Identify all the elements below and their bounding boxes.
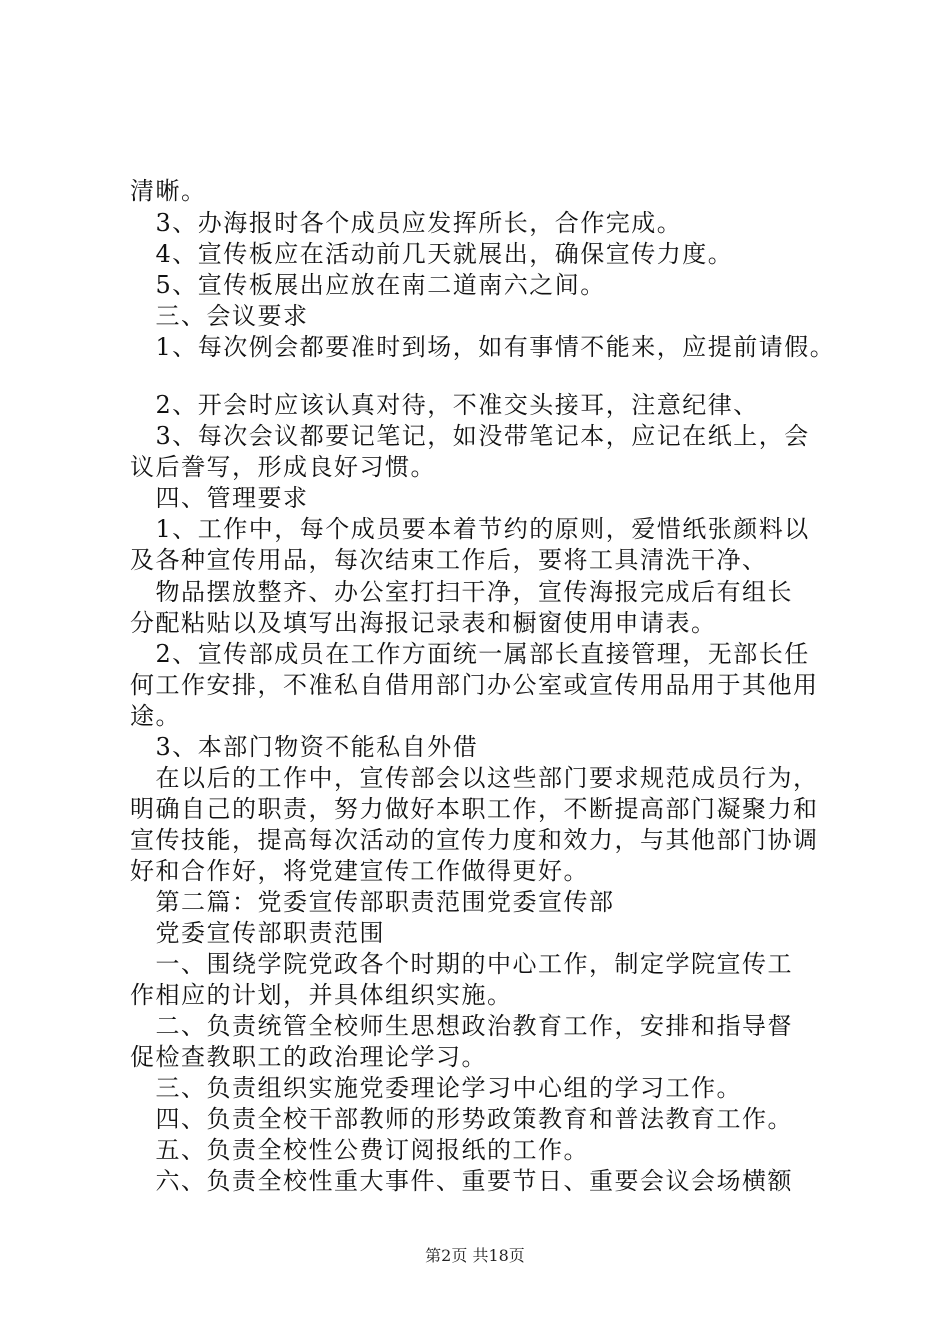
- text-line: 好和合作好，将党建宣传工作做得更好。: [130, 857, 589, 885]
- section-heading: 三、会议要求: [130, 302, 309, 330]
- page-footer: 第2页 共18页: [425, 1246, 525, 1265]
- text-line: 分配粘贴以及填写出海报记录表和橱窗使用申请表。: [130, 609, 717, 637]
- text-line: 1、每次例会都要准时到场，如有事情不能来，应提前请假。: [130, 333, 836, 361]
- text-line: 三、负责组织实施党委理论学习中心组的学习工作。: [130, 1074, 742, 1102]
- text-line: 途。: [130, 702, 181, 730]
- text-line: 3、每次会议都要记笔记，如没带笔记本，应记在纸上，会: [130, 422, 810, 450]
- text-line: 四、负责全校干部教师的形势政策教育和普法教育工作。: [130, 1105, 793, 1133]
- text-line: 3、办海报时各个成员应发挥所长，合作完成。: [130, 209, 683, 237]
- text-line: 在以后的工作中，宣传部会以这些部门要求规范成员行为，: [130, 764, 819, 792]
- text-line: 议后誊写，形成良好习惯。: [130, 453, 436, 481]
- text-line: 1、工作中，每个成员要本着节约的原则，爱惜纸张颜料以: [130, 515, 810, 543]
- chapter-heading: 第二篇：党委宣传部职责范围党委宣传部: [130, 888, 615, 916]
- text-line: 物品摆放整齐、办公室打扫干净，宣传海报完成后有组长: [130, 578, 793, 606]
- text-line: 及各种宣传用品，每次结束工作后，要将工具清洗干净、: [130, 546, 768, 574]
- text-line: 何工作安排，不准私自借用部门办公室或宣传用品用于其他用: [130, 671, 819, 699]
- text-line: 一、围绕学院党政各个时期的中心工作，制定学院宣传工: [130, 950, 793, 978]
- text-line: 宣传技能，提高每次活动的宣传力度和效力，与其他部门协调: [130, 826, 819, 854]
- text-line: 5、宣传板展出应放在南二道南六之间。: [130, 271, 606, 299]
- text-line: 二、负责统管全校师生思想政治教育工作，安排和指导督: [130, 1012, 793, 1040]
- text-line: 六、负责全校性重大事件、重要节日、重要会议会场横额: [130, 1167, 793, 1195]
- text-line: 4、宣传板应在活动前几天就展出，确保宣传力度。: [130, 240, 734, 268]
- text-line: 作相应的计划，并具体组织实施。: [130, 981, 513, 1009]
- text-line: 2、开会时应该认真对待，不准交头接耳，注意纪律、: [130, 391, 759, 419]
- text-line: 清晰。: [130, 177, 207, 205]
- text-line: 五、负责全校性公费订阅报纸的工作。: [130, 1136, 589, 1164]
- text-line: 2、宣传部成员在工作方面统一属部长直接管理，无部长任: [130, 640, 810, 668]
- text-line: 3、本部门物资不能私自外借: [130, 733, 479, 761]
- section-heading: 党委宣传部职责范围: [130, 919, 385, 947]
- text-line: 促检查教职工的政治理论学习。: [130, 1043, 487, 1071]
- text-line: 明确自己的职责，努力做好本职工作，不断提高部门凝聚力和: [130, 795, 819, 823]
- section-heading: 四、管理要求: [130, 484, 309, 512]
